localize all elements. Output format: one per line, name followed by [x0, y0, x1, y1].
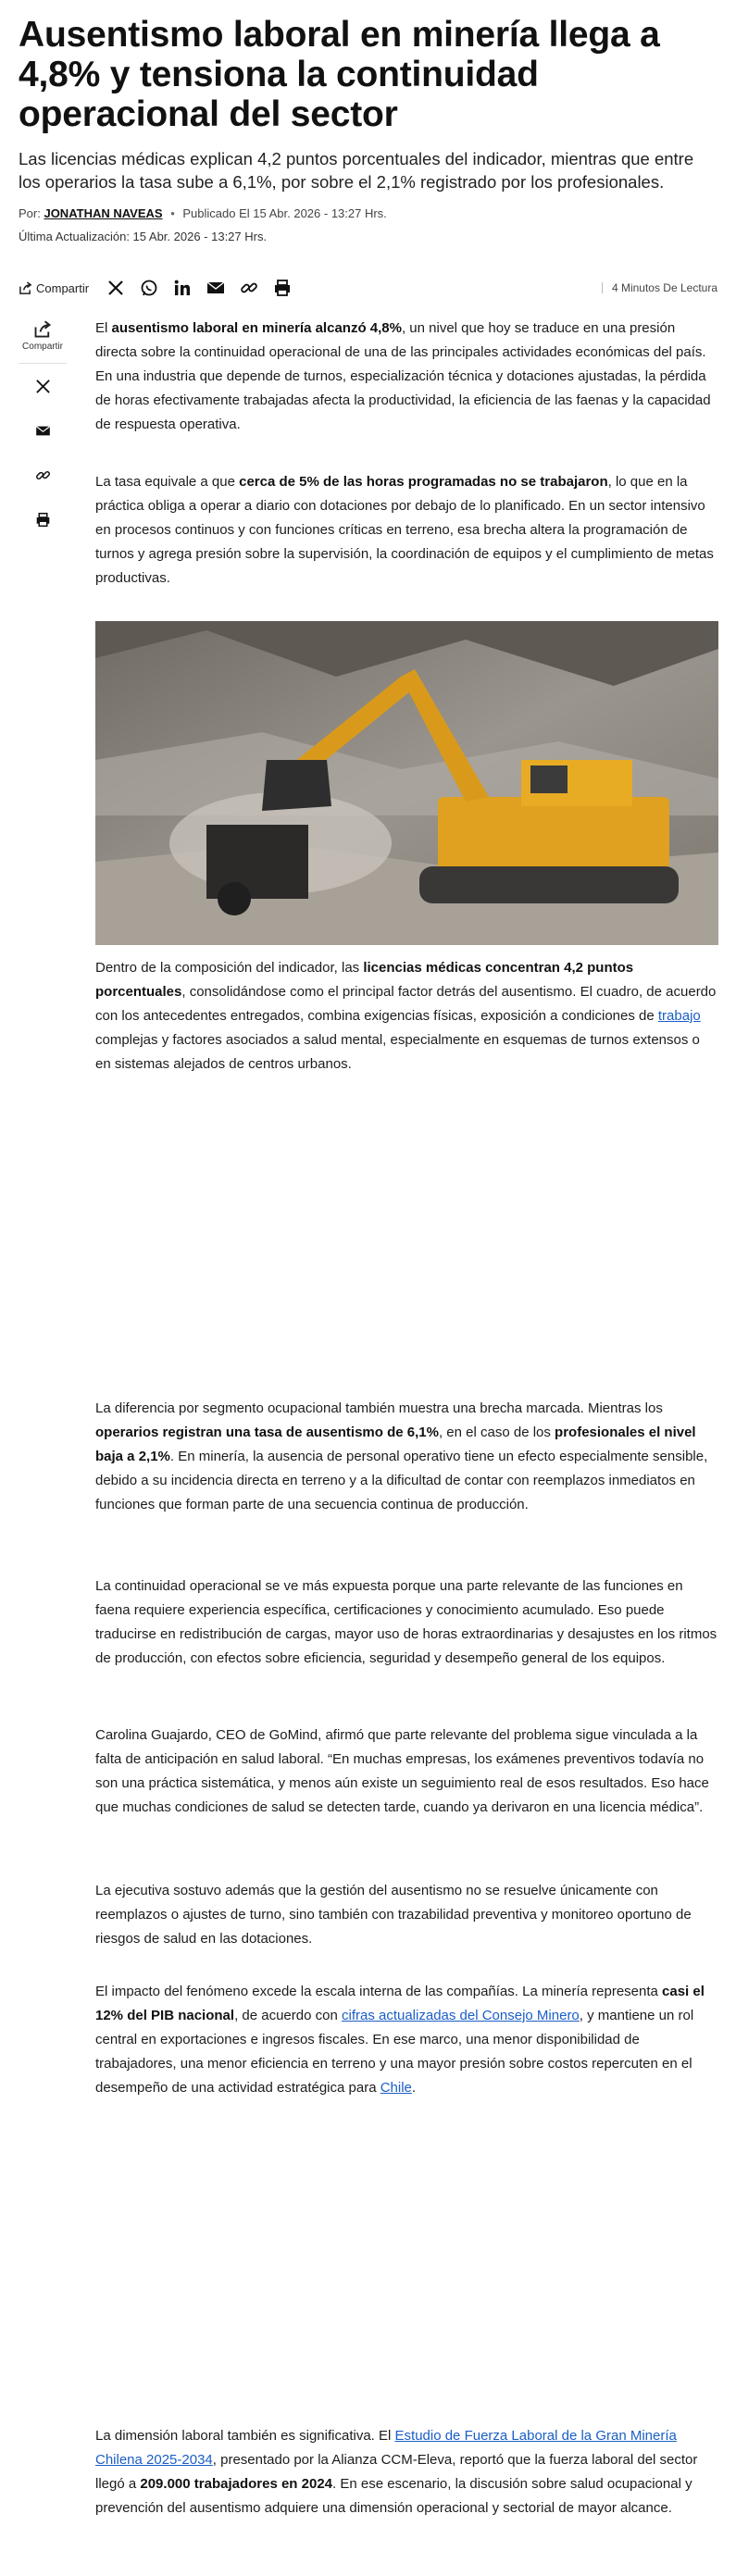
paragraph-3	[95, 956, 718, 1076]
text-run: , y mantiene un rol central en exportaciones e ingresos fiscales. En ese marco, una menor disponibilidad de trabajadores, una menor eficiencia en terreno y una mayor presión sobre costos repercuten en el desempeño de una actividad estratégica para	[95, 2008, 694, 2096]
article-body-4	[95, 1397, 718, 1517]
share-icon	[19, 281, 32, 295]
paragraph-9	[95, 2424, 718, 2520]
bold-text: casi el 12% del PIB nacional	[95, 1984, 705, 2023]
share-icon	[33, 320, 52, 339]
text-run: complejas y factores asociados a salud mental, especialmente en esquemas de turnos extensos o en sistemas alejados de centros urbanos.	[95, 1032, 700, 1072]
byline-separator: •	[170, 206, 175, 220]
excavator-image	[95, 621, 718, 945]
text-run: , en el caso de los	[438, 1425, 555, 1440]
article-photo-excavator	[95, 621, 718, 945]
article-headline: Ausentismo laboral en minería llega a 4,8% y tensiona la continuidad operacional del sector	[19, 15, 660, 134]
link-consejo-minero[interactable]: cifras actualizadas del Consejo Minero	[341, 2008, 580, 2023]
link-chile[interactable]: Chile	[380, 2080, 412, 2096]
paragraph-1	[95, 317, 718, 437]
rail-email-icon[interactable]	[19, 408, 67, 453]
text-run: .	[411, 2080, 417, 2096]
author-link[interactable]: JONATHAN NAVEAS	[44, 206, 163, 220]
share-icon-list	[106, 278, 293, 298]
text-run: El	[95, 320, 112, 336]
rail-share-button[interactable]	[19, 320, 67, 364]
article-body	[95, 317, 718, 437]
email-icon[interactable]	[206, 278, 226, 298]
share-button[interactable]	[19, 281, 89, 295]
published-date: Publicado El 15 Abr. 2026 - 13:27 Hrs.	[182, 206, 387, 220]
read-time-label: 4 Minutos De Lectura	[611, 281, 717, 294]
text-run: La tasa equivale a que	[95, 474, 240, 490]
byline	[19, 206, 717, 220]
bold-text: operarios registran una tasa de ausentismo de 6,1%	[95, 1425, 439, 1440]
article-body-9	[95, 2424, 718, 2520]
text-run: El impacto del fenómeno excede la escala interna de las compañías. La minería representa	[95, 1984, 663, 1999]
text-run: La dimensión laboral también es significativa. El	[95, 2428, 395, 2444]
text-run: . En ese escenario, la discusión sobre salud ocupacional y prevención del ausentismo adquiere una dimensión operacional y sectorial de mayor alcance.	[95, 2476, 692, 2516]
text-run: . En minería, la ausencia de personal operativo tiene un efecto especialmente sensible, debido a su incidencia directa en terreno y a la dificultad de contar con reemplazos inmediatos en funciones que forman parte de una secuencia continua de producción.	[95, 1449, 708, 1512]
read-time-divider	[602, 282, 603, 293]
updated-date: Última Actualización: 15 Abr. 2026 - 13:27 Hrs.	[19, 230, 268, 243]
paragraph-5: La continuidad operacional se ve más expuesta porque una parte relevante de las funciones en faena requiere experiencia específica, certificaciones y conocimiento acumulado. Eso puede traducirse en redistribución de cargas, mayor uso de horas extraordinarias y desajustes en los ritmos de producción, con efectos sobre eficiencia, seguridad y desempeño general de los equipos.	[95, 1578, 717, 1666]
article-subheadline: Las licencias médicas explican 4,2 puntos porcentuales del indicador, mientras que entre los operarios la tasa sube a 6,1%, por sobre el 2,1% registrado por los profesionales.	[19, 149, 694, 192]
bold-text: licencias médicas concentran 4,2 puntos porcentuales	[95, 960, 634, 1000]
link-trabajo[interactable]: trabajo	[657, 1008, 701, 1024]
link-estudio-fuerza-laboral[interactable]: Estudio de Fuerza Laboral de la Gran Minería Chilena 2025-2034	[95, 2428, 677, 2468]
bold-text: ausentismo laboral en minería alcanzó 4,8%	[111, 320, 402, 336]
rail-link-icon[interactable]	[19, 453, 67, 497]
side-share-rail	[19, 320, 67, 541]
text-run: , lo que en la práctica obliga a operar a diario con dotaciones por debajo de lo planificado. En un sector intensivo en procesos continuos y con funciones críticas en terreno, esa brecha altera la programación de turnos y agrega presión sobre la supervisión, la coordinación de equipos y el cumplimiento de metas productivas.	[95, 474, 714, 586]
x-icon[interactable]	[106, 278, 126, 298]
text-run: Dentro de la composición del indicador, las	[95, 960, 364, 976]
paragraph-6: Carolina Guajardo, CEO de GoMind, afirmó que parte relevante del problema sigue vinculada a la falta de anticipación en salud laboral. “En muchas empresas, los exámenes preventivos todavía no son una práctica sistemática, y menos aún existe un seguimiento real de esos resultados. Eso hace que muchas condiciones de salud se detecten tarde, cuando ya derivaron en una licencia médica”.	[95, 1727, 709, 1815]
print-icon[interactable]	[272, 278, 293, 298]
rail-print-icon[interactable]	[19, 497, 67, 541]
paragraph-7: La ejecutiva sostuvo además que la gestión del ausentismo no se resuelve únicamente con reemplazos o ajustes de turno, sino también con trazabilidad preventiva y monitoreo oportuno de riesgos de salud en las dotaciones.	[95, 1883, 692, 1947]
bold-text: profesionales el nivel baja a 2,1%	[95, 1425, 696, 1464]
read-time	[602, 281, 717, 294]
article-body-7	[95, 1879, 718, 1951]
text-run: La diferencia por segmento ocupacional también muestra una brecha marcada. Mientras los	[95, 1400, 663, 1416]
article-body-6	[95, 1724, 718, 1820]
article-header	[0, 0, 736, 243]
paragraph-8	[95, 1980, 718, 2100]
linkedin-icon[interactable]	[172, 278, 193, 298]
share-bar	[19, 274, 717, 302]
article-body-8	[95, 1980, 718, 2100]
byline-prefix: Por:	[19, 206, 41, 220]
article-body-2	[95, 470, 718, 591]
bold-text: 209.000 trabajadores en 2024	[140, 2476, 333, 2492]
share-label: Compartir	[36, 280, 90, 295]
article-body-3	[95, 956, 718, 1076]
text-run: , presentado por la Alianza CCM-Eleva, reportó que la fuerza laboral del sector llegó a	[95, 2452, 698, 2492]
rail-x-icon[interactable]	[19, 364, 67, 408]
whatsapp-icon[interactable]	[139, 278, 159, 298]
article-body-5	[95, 1574, 718, 1671]
paragraph-2	[95, 470, 718, 591]
text-run: , un nivel que hoy se traduce en una presión directa sobre la continuidad operacional de una de las principales actividades económicas del país. En una industria que depende de turnos, especialización técnica y dotaciones ajustadas, la pérdida de horas efectivamente trabajadas afecta la productividad, la eficiencia de las faenas y la capacidad de respuesta operativa.	[95, 320, 711, 432]
text-run: , consolidándose como el principal factor detrás del ausentismo. El cuadro, de acuerdo con los antecedentes entregados, combina exigencias físicas, exposición a condiciones de	[95, 984, 717, 1024]
rail-share-label: Compartir	[22, 342, 63, 352]
bold-text: cerca de 5% de las horas programadas no se trabajaron	[239, 474, 608, 490]
link-icon[interactable]	[239, 278, 259, 298]
text-run: , de acuerdo con	[234, 2008, 342, 2023]
paragraph-4	[95, 1397, 718, 1517]
